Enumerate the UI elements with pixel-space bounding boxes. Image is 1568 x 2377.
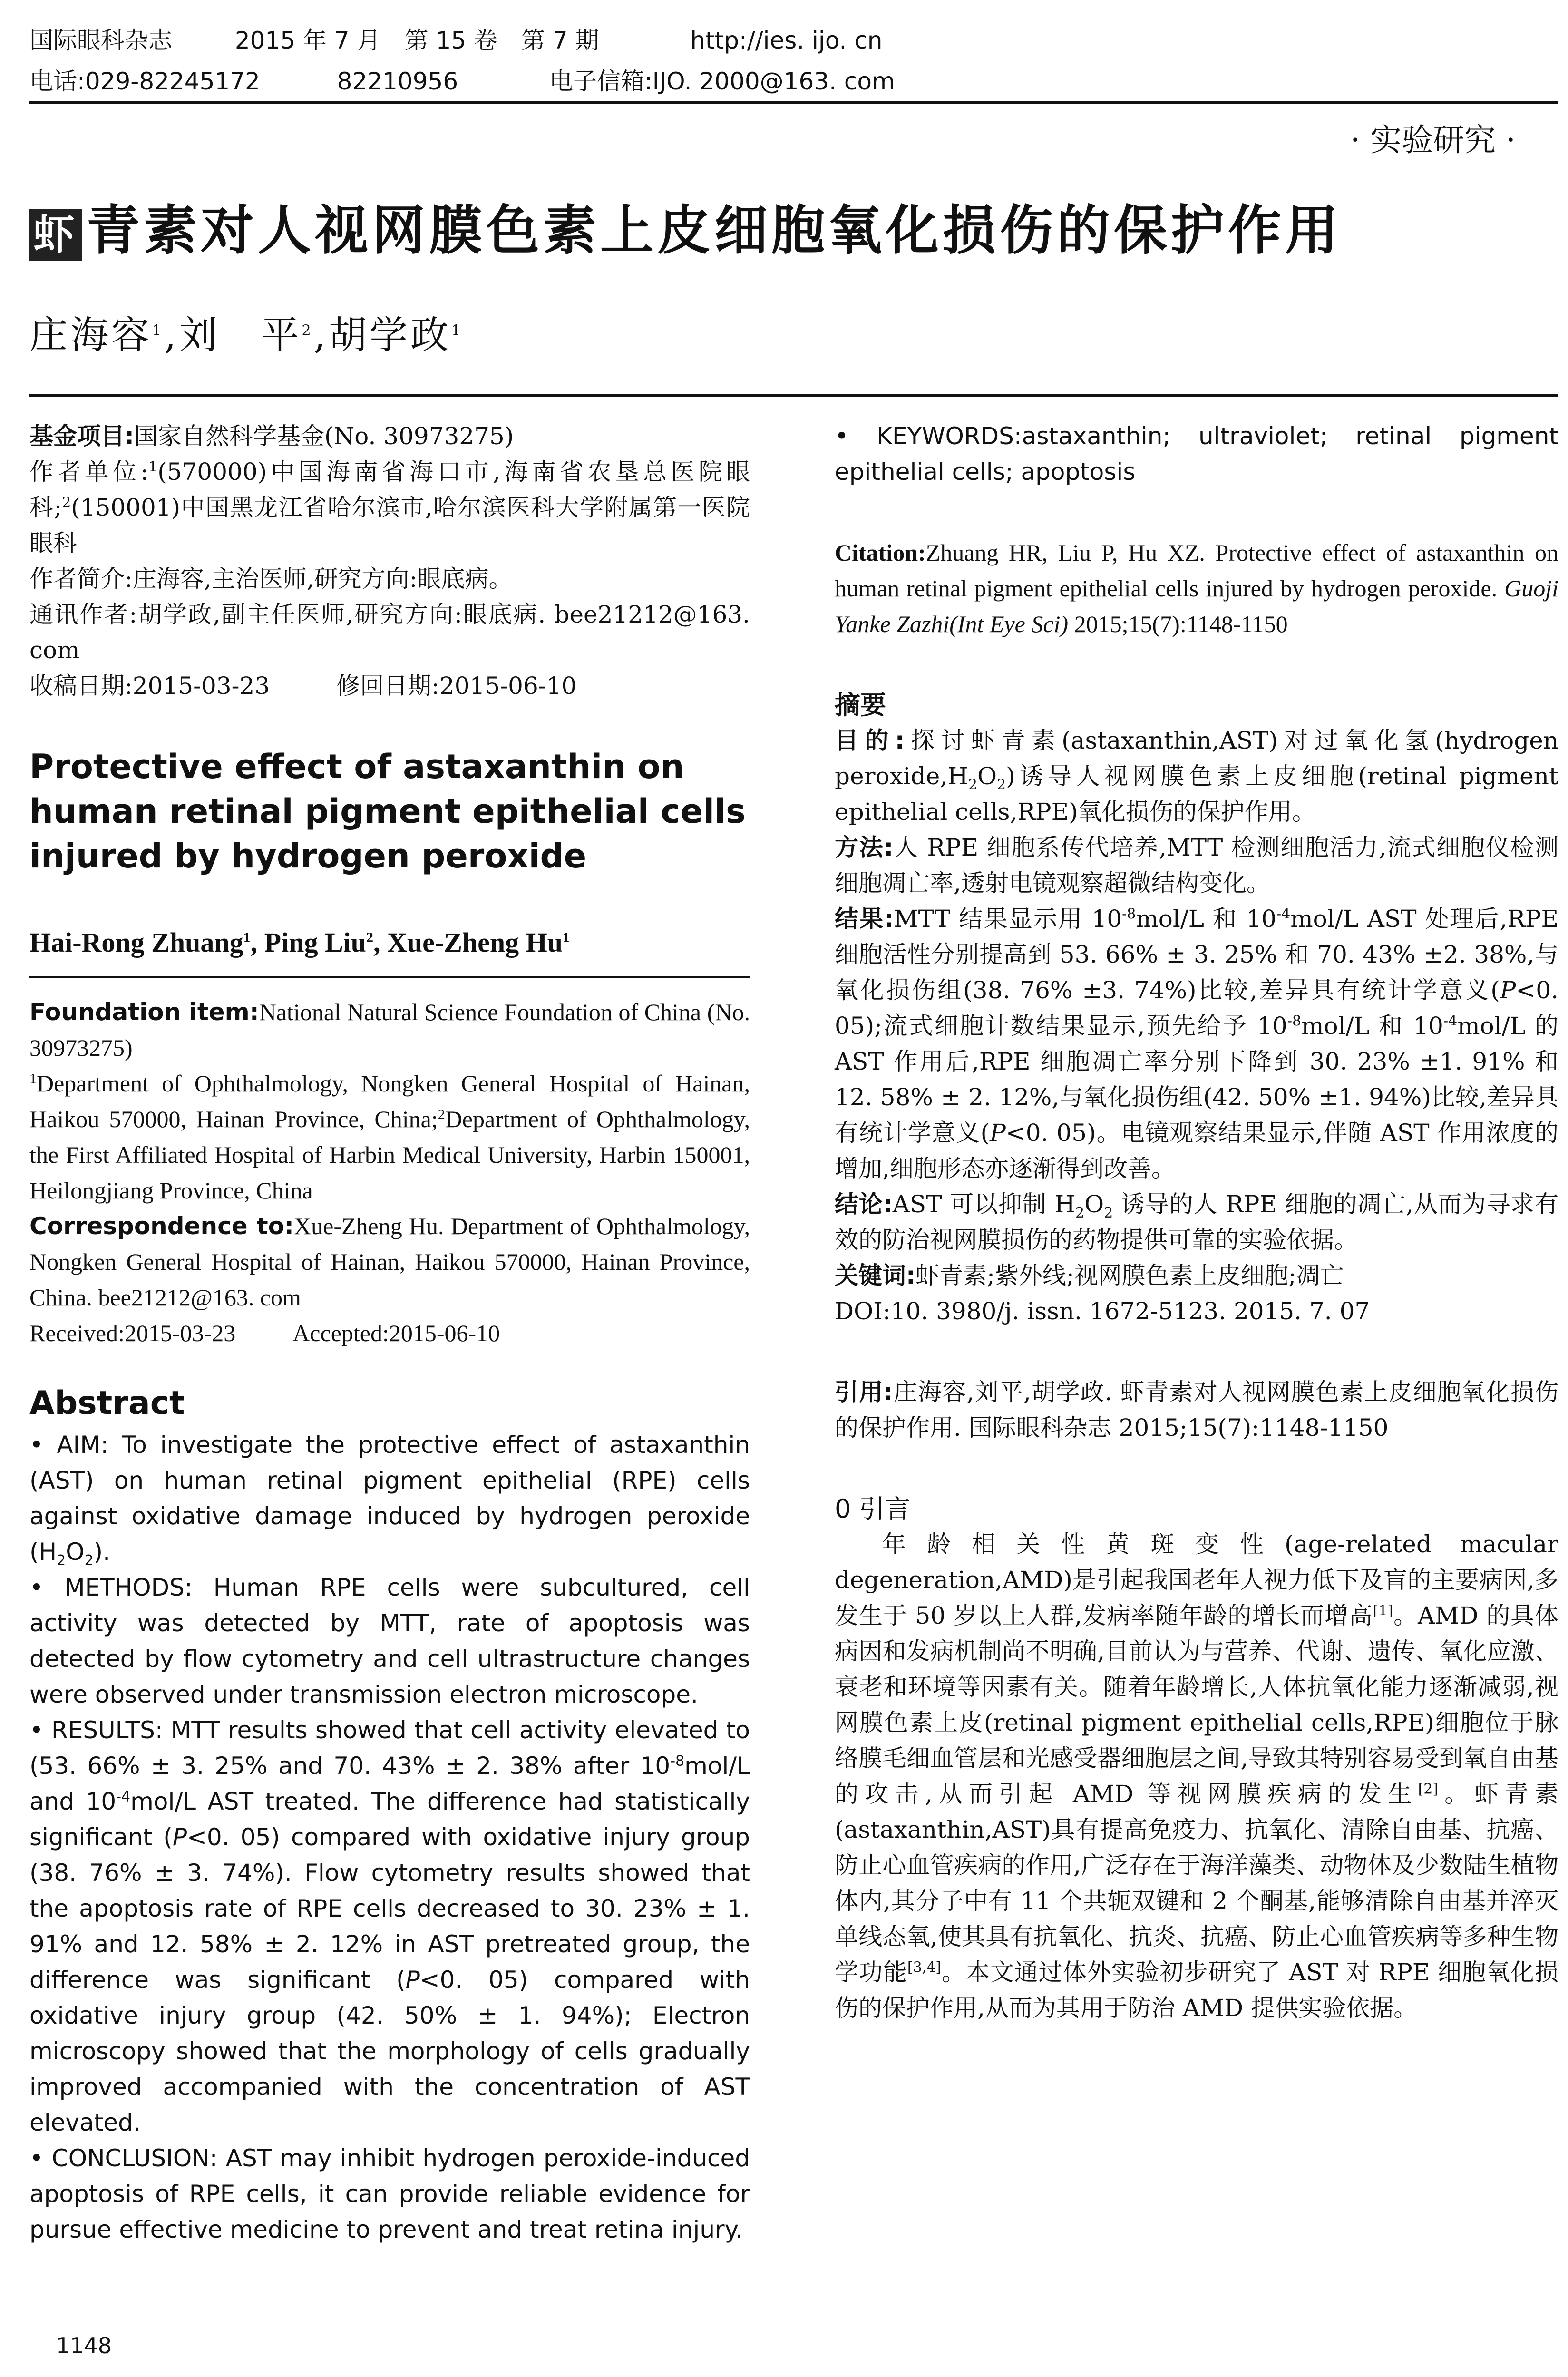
author-1-sup: 1 xyxy=(152,322,165,339)
dept-2: Department of Ophthalmology, the First Affiliated Hospital of Harbin Medical University, Harbin 150001, Heilongjiang Province, China xyxy=(29,1106,750,1204)
bio-line xyxy=(29,561,750,597)
bio-label: 作者简介: xyxy=(29,565,133,593)
abstract-aim: • AIM: To investigate the protective effect of astaxanthin (AST) on human retinal pigment epithelial (RPE) cells against oxidative damage induced by hydrogen peroxide $(H_2O_2)$. xyxy=(29,1431,750,1569)
title-first-char: 虾 xyxy=(29,209,82,261)
en-corr-label: Correspondence to: xyxy=(29,1212,294,1240)
english-title: Protective effect of astaxanthin on human retinal pigment epithelial cells injured by hydrogen peroxide xyxy=(29,747,746,876)
conclusion-text: AST may inhibit hydrogen peroxide-induced apoptosis of RPE cells, it can provide reliable evidence for pursue effective medicine to prevent and treat retina injury. xyxy=(29,2144,750,2243)
methods-text: Human RPE cells were subcultured, cell activity was detected by MTT, rate of apoptosis was detected by flow cytometry and cell ultrastructure changes were observed under transmission electron microscope. xyxy=(29,1574,750,1708)
intro-text-4: 。本文通过体外实验初步研究了 AST 对 RPE 细胞氧化损伤的保护作用,从而为其用于防治 AMD 提供实验依据。 xyxy=(835,1958,1559,2022)
english-authors: Hai-Rong Zhuang$^1$, Ping Liu$^2$, Xue-Zheng Hu$^1$ xyxy=(29,927,570,958)
methods-label: METHODS: xyxy=(64,1574,193,1601)
left-column xyxy=(29,419,750,2248)
contact-line xyxy=(29,65,1551,98)
en-author-3: Xue-Zheng Hu xyxy=(387,927,563,958)
author-1: 庄海容 xyxy=(29,313,152,357)
cn-citation-text: 庄海容,刘平,胡学政. 虾青素对人视网膜色素上皮细胞氧化损伤的保护作用. 国际眼科杂志 2015;15(7):1148-1150 xyxy=(835,1378,1559,1442)
cn-results-label: 结果: xyxy=(835,905,894,933)
cn-aim-label: 目的: xyxy=(835,727,905,754)
citation-label: Citation: xyxy=(835,539,926,566)
english-info: Foundation item:National Natural Science Foundation of China (No. 30973275) $^1$Department of Ophthalmology, Nongken General Hospital of Hainan, Haikou 570000, Hainan Province, China;$^2$Department of Ophthalmology, the First Affiliated Hospital of Harbin Medical University, Harbin 150001, Heilongjiang Province, China Correspondence to:Xue-Zheng Hu. Department of Ophthalmology, Nongken General Hospital of Hainan, Haikou 570000, Hainan Province, China. bee21212@163. com Received:2015-03-23 Accepted:2015-06-10 xyxy=(29,998,750,1346)
fund-text: 国家自然科学基金(No. 30973275) xyxy=(134,422,514,450)
results-text-1: MTT results showed that cell activity elevated to (53. 66% ± 3. 25% and 70. 43% ± 2. 38% after 10 xyxy=(29,1716,750,1780)
affil-label: 作者单位: xyxy=(29,458,149,486)
foundation-text: National Natural Science Foundation of China (No. 30973275) xyxy=(29,999,750,1061)
cn-results-5: mol/L 和 10 xyxy=(1301,1012,1443,1040)
cn-keywords xyxy=(835,1258,1558,1294)
cn-aim-tail: )诱导人视网膜色素上皮细胞(retinal pigment epithelial cells,RPE)氧化损伤的保护作用。 xyxy=(835,762,1558,826)
right-column xyxy=(835,419,1558,2026)
cn-conclusion-label: 结论: xyxy=(835,1190,893,1218)
ref-2[interactable]: [2] xyxy=(1418,1781,1439,1798)
cn-citation-label: 引用: xyxy=(835,1378,893,1406)
author-2: 刘 平 xyxy=(179,313,302,357)
abstract-methods: • METHODS: Human RPE cells were subcultured, cell activity was detected by MTT, rate of apoptosis was detected by flow cytometry and cell ultrastructure changes were observed under transmission electron microscope. xyxy=(29,1574,750,1708)
doi[interactable]: DOI:10. 3980/j. issn. 1672-5123. 2015. 7. 07 xyxy=(835,1297,1370,1325)
results-text-5: <0. 05) compared with oxidative injury group (42. 50% ± 1. 94%); Electron microscopy showed that the morphology of cells gradually improved accompanied with the concentration of AST elevated. xyxy=(29,1966,750,2136)
cn-abstract-heading: 摘要 xyxy=(835,690,886,720)
intro-text-1: 年龄相关性黄斑变性(age-related macular degeneration,AMD)是引起我国老年人视力低下及盲的主要病因,多发生于 50 岁以上人群,发病率随年龄的增长而增高 xyxy=(835,1530,1558,1629)
email[interactable]: 电子信箱:IJO. 2000@163. com xyxy=(549,68,895,95)
affil-line: 作者单位:$^1$(570000)中国海南省海口市,海南省农垦总医院眼科;$^2$(150001)中国黑龙江省哈尔滨市,哈尔滨医科大学附属第一医院眼科 xyxy=(29,458,750,557)
cn-aim: 目的:探讨虾青素(astaxanthin,AST)对过氧化氢(hydrogen $peroxide,H_2O_2$)诱导人视网膜色素上皮细胞(retinal pigment epithelial cells,RPE)氧化损伤的保护作用。 xyxy=(835,727,1559,826)
section-tag: · 实验研究 · xyxy=(1350,122,1516,158)
author-3: 胡学政 xyxy=(329,313,452,357)
keywords-text: astaxanthin; ultraviolet; retinal pigment epithelial cells; apoptosis xyxy=(835,422,1558,486)
author-2-sup: 2 xyxy=(302,322,314,339)
aim-text: To investigate the protective effect of astaxanthin (AST) on human retinal pigment epithelial (RPE) cells against oxidative damage induced by hydrogen peroxide (H xyxy=(29,1431,750,1566)
citation-tail: 2015;15(7):1148-1150 xyxy=(1074,611,1288,637)
cn-results: 结果:MTT 结果显示用 $10^{-8}mol/L$ 和 $10^{-4}mol/L$ AST 处理后,RPE 细胞活性分别提高到 53. 66% ± 3. 25% 和 70. 43% ±2. 38%,与氧化损伤组(38. 76% ±3. 74%)比较,差异具有统计学意义(P<0. 05);流式细胞计数结果显示,预先给予 $10^{-8}mol/L$ 和 $10^{-4}mol/L$ 的 AST 作用后,RPE 细胞凋亡率分别下降到 30. 23% ±1. 91% 和 12. 58% ± 2. 12%,与氧化损伤组(42. 50% ±1. 94%)比较,差异具有统计学意义(P<0. 05)。电镜观察结果显示,伴随 AST 作用浓度的增加,细胞形态亦逐渐得到改善。 xyxy=(835,905,1559,1182)
issue-info: 2015 年 7 月 第 15 卷 第 7 期 xyxy=(234,27,599,54)
cn-conclusion-1: AST 可以抑制 H xyxy=(892,1190,1075,1218)
keywords-label: KEYWORDS: xyxy=(877,422,1022,450)
citation xyxy=(835,535,1558,642)
corr-line xyxy=(29,597,750,668)
author-3-sup: 1 xyxy=(451,322,464,339)
title-text: 青素对人视网膜色素上皮细胞氧化损伤的保护作用 xyxy=(87,199,1342,262)
intro-paragraph xyxy=(835,1527,1558,2026)
cn-methods xyxy=(835,830,1558,901)
cn-citation xyxy=(835,1374,1558,1446)
citation-text: Zhuang HR, Liu P, Hu XZ. Protective effect of astaxanthin on human retinal pigment epithelial cells injured by hydrogen peroxide. xyxy=(835,539,1558,602)
cn-results-4: <0. 05);流式细胞计数结果显示,预先给予 10 xyxy=(835,976,1558,1040)
journal-url[interactable]: http://ies. ijo. cn xyxy=(690,27,883,54)
abstract-conclusion: • CONCLUSION: AST may inhibit hydrogen peroxide-induced apoptosis of RPE cells, it can provide reliable evidence for pursue effective medicine to prevent and treat retina injury. xyxy=(29,2144,750,2243)
page-number: 1148 xyxy=(56,2333,112,2358)
dept-1: Department of Ophthalmology, Nongken General Hospital of Hainan, Haikou 570000, Hainan Province, China; xyxy=(29,1070,750,1132)
bio-text: 庄海容,主治医师,研究方向:眼底病。 xyxy=(132,565,513,593)
aim-label: AIM: xyxy=(57,1431,109,1459)
intro-text-3: 。虾青素(astaxanthin,AST)具有提高免疫力、抗氧化、清除自由基、抗癌、防止心血管疾病的作用,广泛存在于海洋藻类、动物体及少数陆生植物体内,其分子中有 11 个共轭双键和 2 个酮基,能够清除自由基并淬灭单线态氧,使其具有抗氧化、抗炎、抗癌、防止心血管疾病等多种生物学功能 xyxy=(835,1780,1559,1986)
cn-keywords-text: 虾青素;紫外线;视网膜色素上皮细胞;凋亡 xyxy=(915,1262,1344,1289)
cn-keywords-label: 关键词: xyxy=(835,1262,915,1289)
ref-1[interactable]: [1] xyxy=(1373,1602,1393,1619)
cn-results-7: <0. 05)。电镜观察结果显示,伴随 AST 作用浓度的增加,细胞形态亦逐渐得到改善。 xyxy=(835,1119,1558,1182)
phone-2: 82210956 xyxy=(337,68,458,95)
en-accepted: Accepted:2015-06-10 xyxy=(292,1320,500,1346)
en-author-2: Ping Liu xyxy=(264,927,367,958)
authors-cn: 庄海容$^1$,刘 平$^2$,胡学政$^1$ xyxy=(29,313,464,357)
cn-conclusion: 结论:AST 可以抑制 $H_2O_2$ 诱导的人 RPE 细胞的凋亡,从而为寻求有效的防治视网膜损伤的药物提供可靠的实验依据。 xyxy=(835,1190,1559,1254)
title-rule xyxy=(29,394,1558,397)
abstract-heading: Abstract xyxy=(29,1384,185,1422)
results-label: RESULTS: xyxy=(51,1716,163,1744)
en-received: Received:2015-03-23 xyxy=(29,1320,236,1346)
en-author-1: Hai-Rong Zhuang xyxy=(29,927,243,958)
intro-text-2: 。AMD 的具体病因和发病机制尚不明确,目前认为与营养、代谢、遗传、氧化应激、衰老和环境等因素有关。随着年龄增长,人体抗氧化能力逐渐减弱,视网膜色素上皮(retinal pigment epithelial cells,RPE)细胞位于脉络膜毛细血管层和光感受器细胞层之间,导致其特别容易受到氧自由基的攻击,从而引起 AMD 等视网膜疾病的发生 xyxy=(835,1602,1558,1808)
journal-name: 国际眼科杂志 xyxy=(29,27,172,54)
journal-header xyxy=(29,24,1551,57)
intro-heading: 0 引言 xyxy=(835,1494,911,1524)
fund-line xyxy=(29,419,750,454)
en-corr-text: Xue-Zheng Hu. Department of Ophthalmology, Nongken General Hospital of Hainan, Haikou 570000, Hainan Province, China. bee21212@163. com xyxy=(29,1213,750,1311)
received-label: 收稿日期: xyxy=(29,672,133,700)
foundation-label: Foundation item: xyxy=(29,998,259,1026)
corr-label: 通讯作者: xyxy=(29,601,137,628)
cn-conclusion-2: 诱导的人 RPE 细胞的凋亡,从而为寻求有效的防治视网膜损伤的药物提供可靠的实验依据。 xyxy=(835,1190,1559,1254)
results-text-3: mol/L AST treated. The difference had statistically significant ( xyxy=(29,1788,750,1851)
results-text-2: mol/L and 10 xyxy=(29,1752,750,1815)
citation-journal: Guoji Yanke Zazhi(Int Eye Sci) xyxy=(835,575,1559,637)
revised-label: 修回日期: xyxy=(336,672,439,700)
fund-label: 基金项目: xyxy=(29,422,134,450)
cn-results-3: mol/L AST 处理后,RPE 细胞活性分别提高到 53. 66% ± 3. 25% 和 70. 43% ±2. 38%,与氧化损伤组(38. 76% ±3. 74%)比较,差异具有统计学意义( xyxy=(835,905,1559,1004)
cn-results-6: mol/L 的 AST 作用后,RPE 细胞凋亡率分别下降到 30. 23% ±1. 91% 和 12. 58% ± 2. 12%,与氧化损伤组(42. 50% ±1. 94%)比较,差异具有统计学意义( xyxy=(835,1012,1559,1147)
cn-results-1: MTT 结果显示用 10 xyxy=(894,905,1122,933)
affil-2: (150001)中国黑龙江省哈尔滨市,哈尔滨医科大学附属第一医院眼科 xyxy=(29,494,750,557)
header-rule xyxy=(29,101,1558,104)
ref-3-4[interactable]: [3,4] xyxy=(907,1959,941,1976)
page-title xyxy=(29,195,1551,266)
abstract-results: • RESULTS: MTT results showed that cell activity elevated to (53. 66% ± 3. 25% and 70. 43% ± 2. 38% after $10^{-8}mol/L$ and $10^{-4}mol/L$ AST treated. The difference had statistically significant (P<0. 05) compared with oxidative injury group (38. 76% ± 3. 74%). Flow cytometry results showed that the apoptosis rate of RPE cells decreased to 30. 23% ± 1. 91% and 12. 58% ± 2. 12% in AST pretreated group, the difference was significant (P<0. 05) compared with oxidative injury group (42. 50% ± 1. 94%); Electron microscopy showed that the morphology of cells gradually improved accompanied with the concentration of AST elevated. xyxy=(29,1716,750,2136)
revised-date: 2015-06-10 xyxy=(439,672,577,700)
results-text-4: <0. 05) compared with oxidative injury group (38. 76% ± 3. 74%). Flow cytometry results showed that the apoptosis rate of RPE cells decreased to 30. 23% ± 1. 91% and 12. 58% ± 2. 12% in AST pretreated group, the difference was significant ( xyxy=(29,1823,750,1994)
corr-text: 胡学政,副主任医师,研究方向:眼底病. bee21212@163. com xyxy=(29,601,750,664)
cn-methods-text: 人 RPE 细胞系传代培养,MTT 检测细胞活力,流式细胞仪检测细胞凋亡率,透射电镜观察超微结构变化。 xyxy=(835,834,1559,897)
affil-1: (570000)中国海南省海口市,海南省农垦总医院眼科; xyxy=(29,458,750,521)
phone: 电话:029-82245172 xyxy=(29,68,260,95)
dates-line xyxy=(29,668,750,704)
cn-results-2: mol/L 和 10 xyxy=(1136,905,1276,933)
keywords: • KEYWORDS:astaxanthin; ultraviolet; retinal pigment epithelial cells; apoptosis xyxy=(835,422,1558,486)
received-date: 2015-03-23 xyxy=(132,672,270,700)
cn-aim-text: 探讨虾青素(astaxanthin,AST)对过氧化氢(hydrogen peroxide,H xyxy=(835,727,1559,790)
abstract-body xyxy=(29,1427,750,2248)
cn-methods-label: 方法: xyxy=(835,834,894,861)
conclusion-label: CONCLUSION: xyxy=(51,2144,218,2172)
